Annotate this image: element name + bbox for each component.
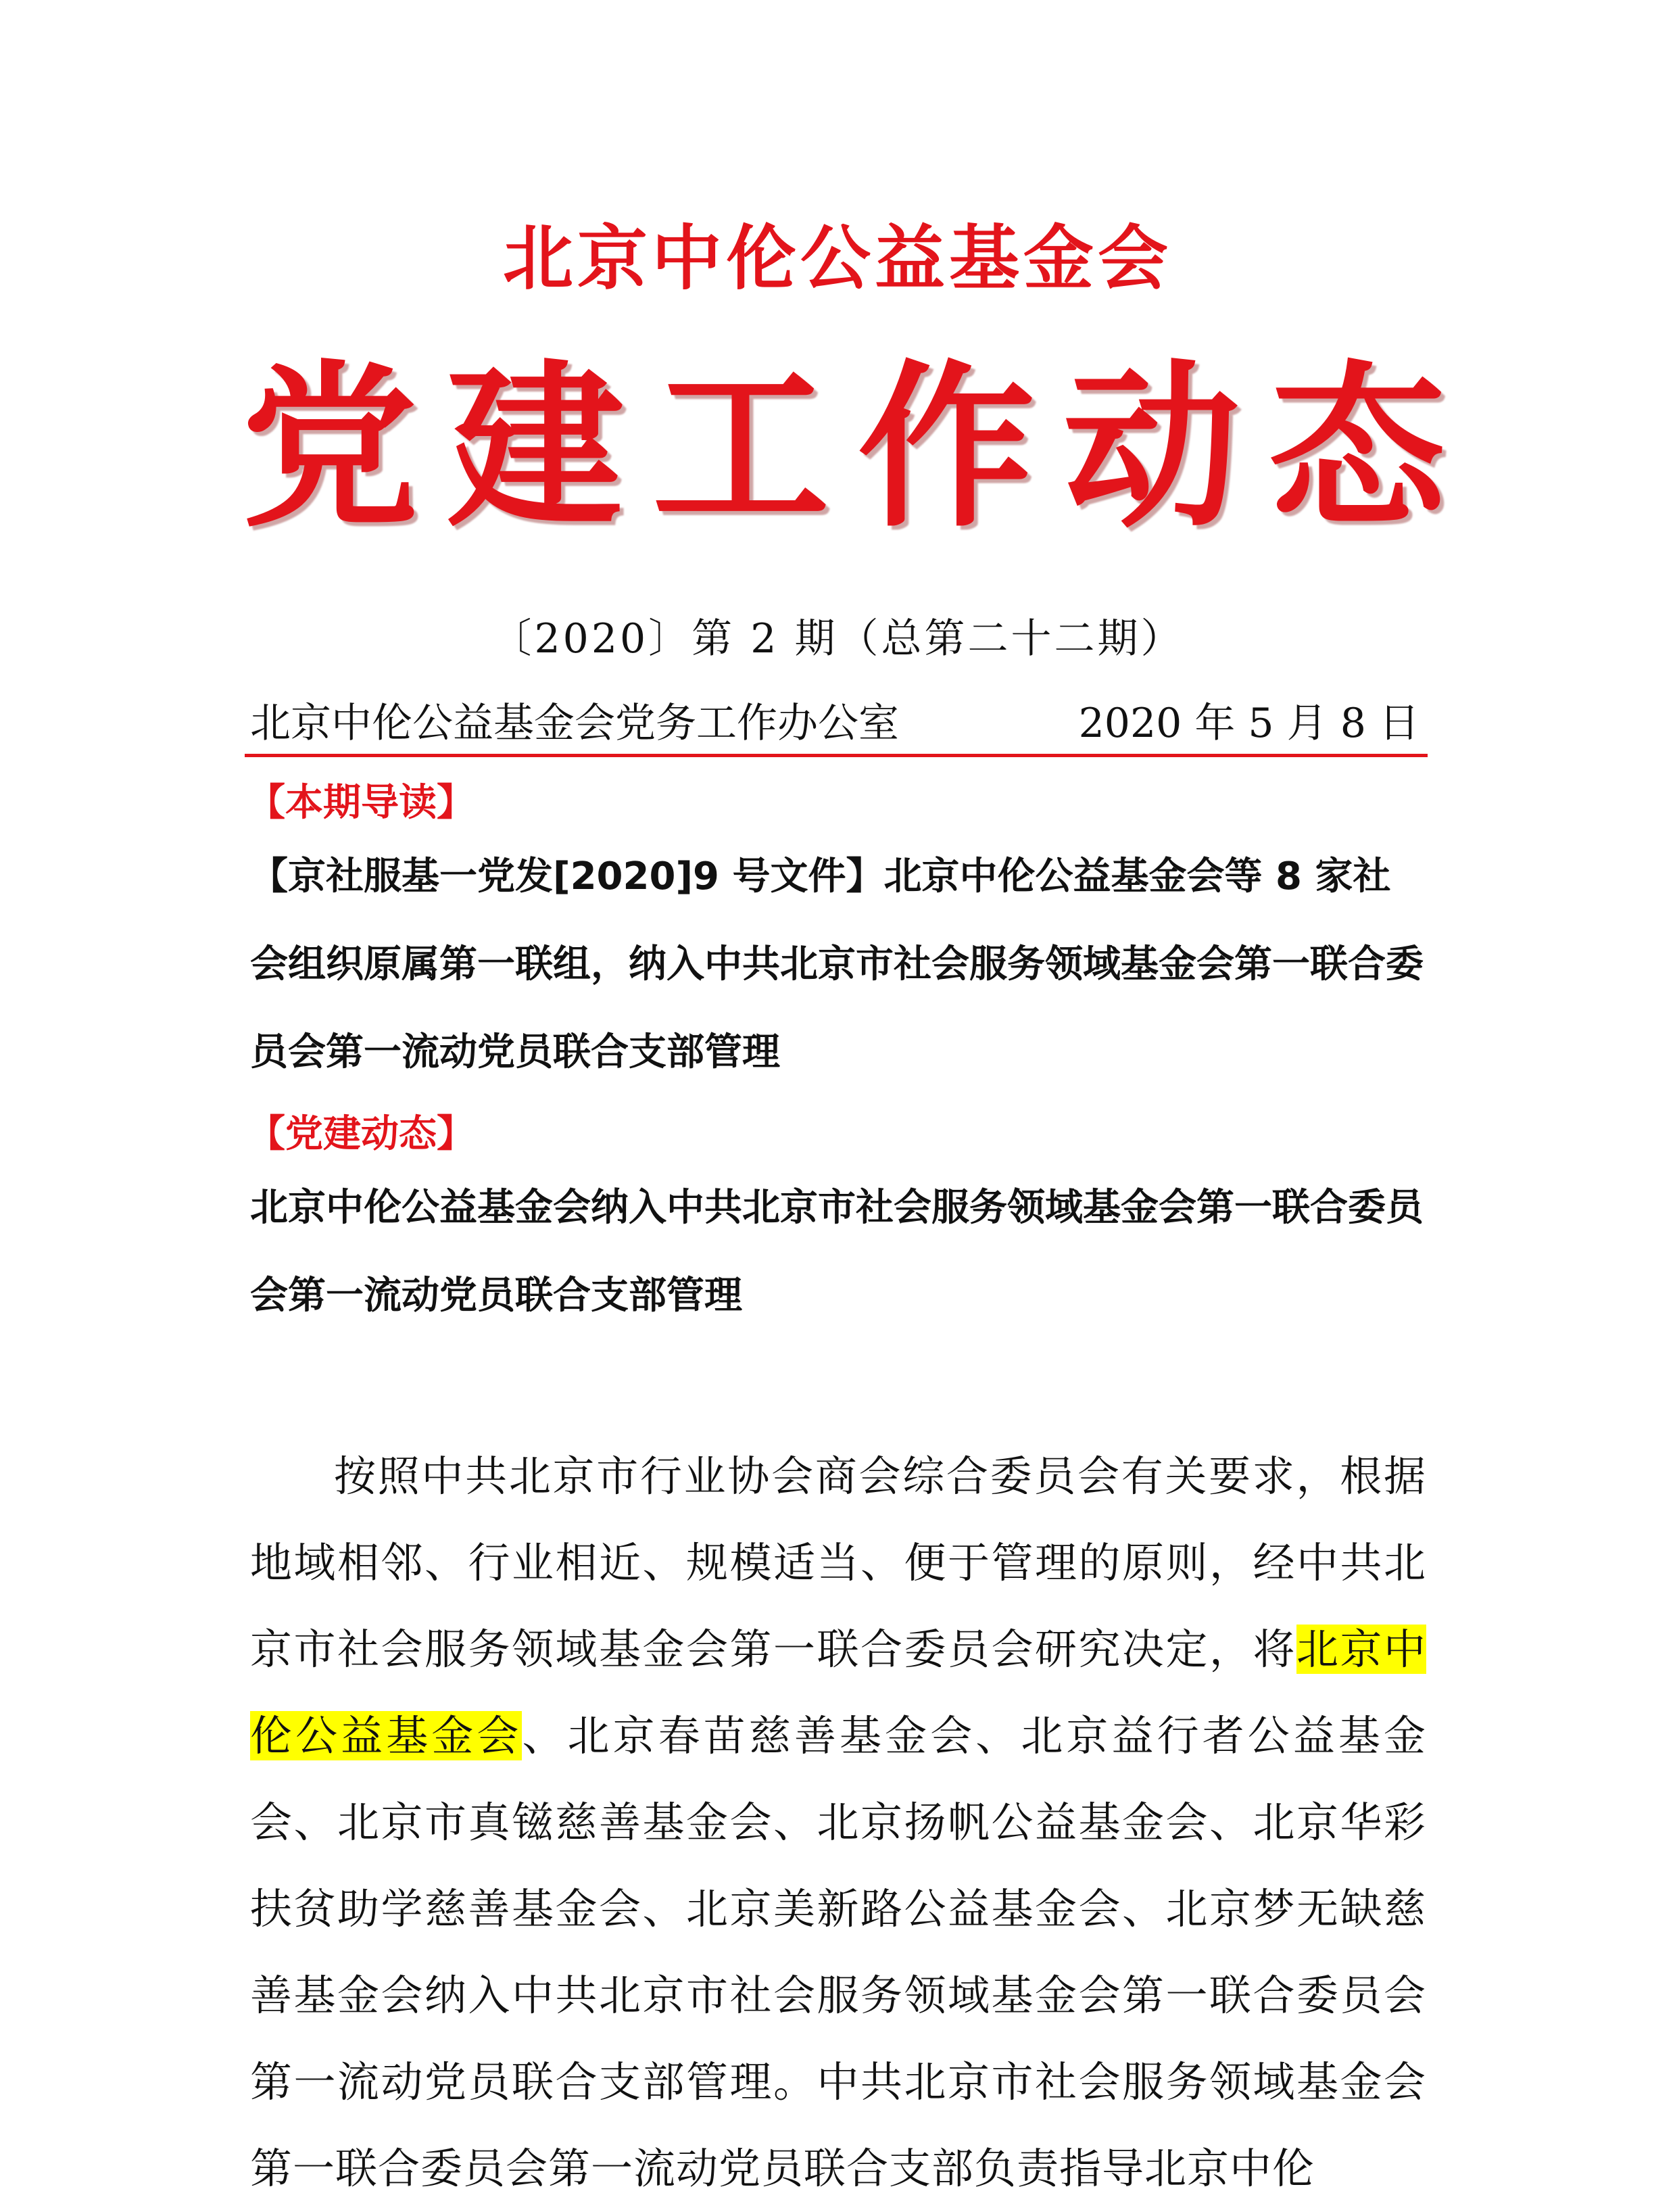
highlighted-org-name: 北京中伦公益基金会 xyxy=(250,1625,1426,1760)
guide-heading: 【本期导读】 xyxy=(247,781,475,825)
news-title: 北京中伦公益基金会纳入中共北京市社会服务领域基金会第一联合委员会第一流动党员联合支部管理 xyxy=(250,1186,1424,1318)
guide-text: 【京社服基一党发[2020]9 号文件】北京中伦公益基金会等 8 家社会组织原属第一联组，纳入中共北京市社会服务领域基金会第一联合委员会第一流动党员联合支部管理 xyxy=(250,855,1424,1074)
org-title: 北京中伦公益基金会 xyxy=(502,216,1172,299)
issue-number: 〔2020〕第 2 期（总第二十二期） xyxy=(491,615,1184,663)
office-date-line xyxy=(250,700,1419,747)
body-paragraph xyxy=(250,1433,1426,2212)
body-text-part2: 、北京春苗慈善基金会、北京益行者公益基金会、北京市真镃慈善基金会、北京扬帆公益基金会、北京华彩扶贫助学慈善基金会、北京美新路公益基金会、北京梦无缺慈善基金会纳入中共北京市社会服务领域基金会第一联合委员会第一流动党员联合支部管理。中共北京市社会服务领域基金会第一联合委员会第一流动党员联合支部负责指导北京中伦 xyxy=(250,1711,1426,2193)
bulletin-title: 党建工作动态 xyxy=(241,343,1474,551)
news-heading: 【党建动态】 xyxy=(247,1112,475,1156)
issue-date: 2020 年 5 月 8 日 xyxy=(1078,700,1419,747)
issuing-office: 北京中伦公益基金会党务工作办公室 xyxy=(250,700,899,747)
body-text-part1: 按照中共北京市行业协会商会综合委员会有关要求，根据地域相邻、行业相近、规模适当、便于管理的原则，经中共北京市社会服务领域基金会第一联合委员会研究决定，将 xyxy=(250,1451,1426,1674)
red-divider xyxy=(245,754,1428,757)
